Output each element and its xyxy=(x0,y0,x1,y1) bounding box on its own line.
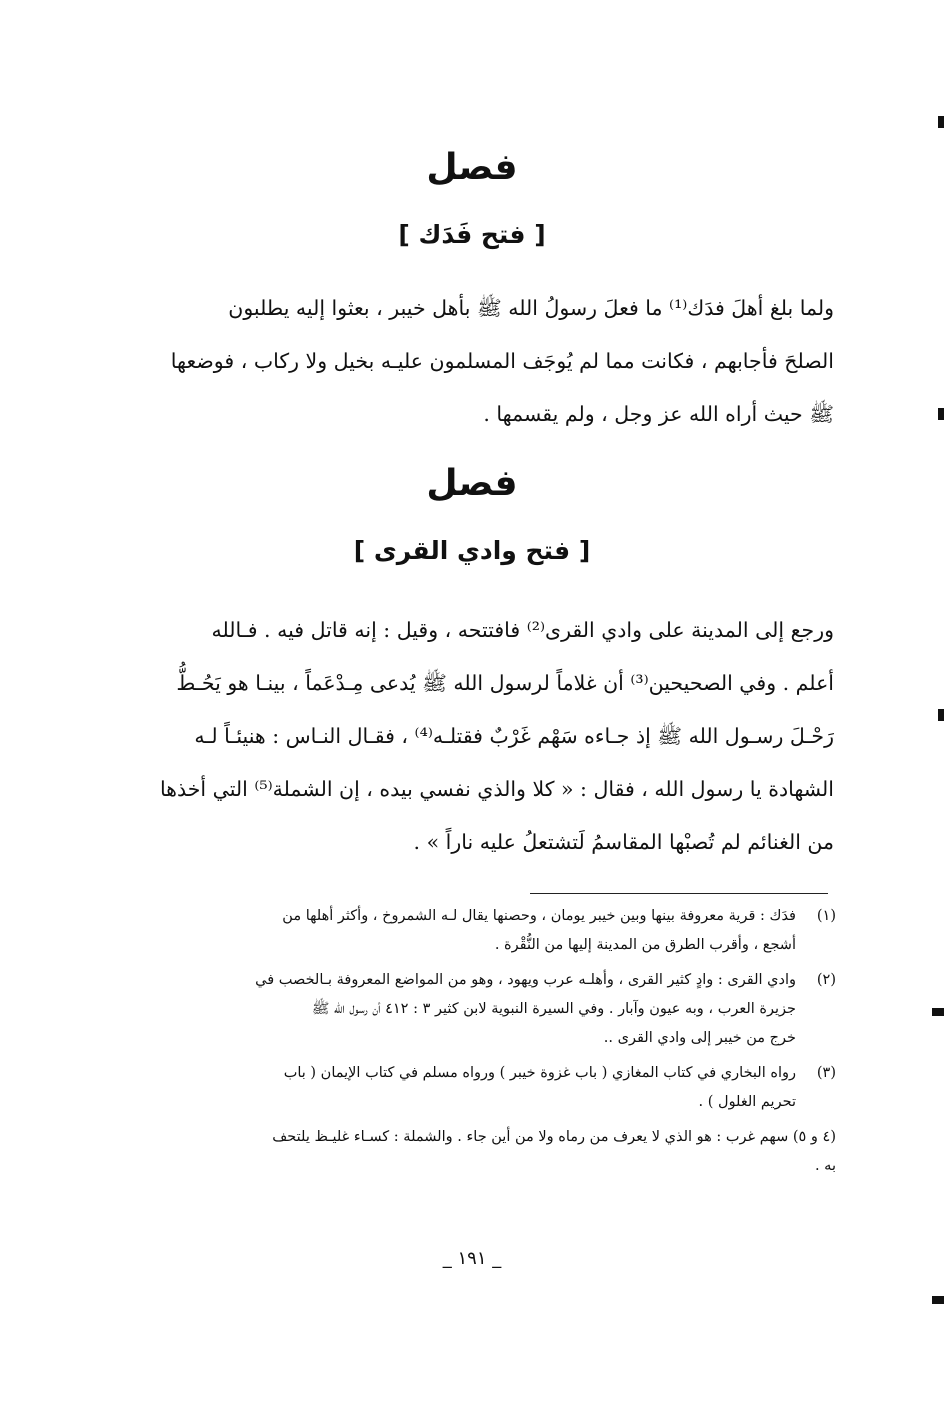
section-heading-2: فصل xyxy=(426,463,518,504)
paragraph-line: الصلحَ فأجابهم ، فكانت مما لم يُوجَف المسلمون عليـه بخيل ولا ركاب ، فوضعها xyxy=(170,349,834,373)
footnote-line-text: سهم غرب : هو الذي لا يعرف من رماه ولا من أين جاء . والشملة : كسـاء غليـظ يلتحف xyxy=(272,1129,789,1145)
section-subheading-fadak: [ فتح فَدَك ] xyxy=(398,220,546,249)
footnote-line: تحريم الغلول ) . xyxy=(698,1094,796,1110)
footnote-line: وادي القرى : وادٍ كثير القرى ، وأهلـه عرب ويهود ، وهو من المواضع المعروفة بـالخصب في xyxy=(255,972,796,988)
footnote-item xyxy=(130,966,836,1053)
footnote-line: رواه البخاري في كتاب المغازي ( باب غزوة خيبر ) ورواه مسلم في كتاب الإيمان ( باب xyxy=(283,1065,796,1081)
paragraph-line: رَحْـلَ رسـول الله ﷺ إذ جـاءه سَهْم غَرْبٌ فقتلـه⁽⁴⁾ ، فقـال النـاس : هنيئـاً لـه xyxy=(194,724,834,748)
footnotes xyxy=(130,902,836,1181)
paragraph-line: ولما بلغ أهلَ فدَك⁽¹⁾ ما فعلَ رسولُ الله ﷺ بأهل خيبر ، بعثوا إليه يطلبون xyxy=(228,296,834,320)
paragraph-line: ورجع إلى المدينة على وادي القرى⁽²⁾ فافتتحه ، وقيل : إنه قاتل فيه . فـالله xyxy=(211,618,834,642)
footnote-line: خرج من خيبر إلى وادي القرى .. xyxy=(603,1030,796,1046)
footnote-line: أشجع ، وأقرب الطرق من المدينة إليها من النُّقْرة . xyxy=(494,937,796,953)
paragraph-line: ﷺ حيث أراه الله عز وجل ، ولم يقسمها . xyxy=(483,402,834,426)
section-heading-1: فصل xyxy=(426,147,518,188)
paragraph-line: من الغنائم لم تُصبْها المقاسمُ لَتشتعلُ عليه ناراً » . xyxy=(413,830,834,854)
scan-edge-mark xyxy=(932,1008,944,1016)
footnote-item xyxy=(130,902,836,960)
page-number: _ ١٩١ _ xyxy=(442,1248,502,1269)
footnote-number: (٢) xyxy=(816,972,836,988)
footnote-line: جزيرة العرب ، وبه عيون وآبار . وفي السيرة النبوية لابن كثير ٣ : ٤١٢ أن رسول الله ﷺ xyxy=(311,1001,796,1017)
footnote-line: به . xyxy=(814,1158,836,1174)
scan-edge-mark xyxy=(938,408,944,420)
footnote-number: (٤ و ٥) xyxy=(792,1129,836,1145)
footnote-number: (٣) xyxy=(816,1065,836,1081)
footnote-line xyxy=(130,1123,836,1152)
paragraph-line: أعلم . وفي الصحيحين⁽³⁾ أن غلاماً لرسول الله ﷺ يُدعى مِـدْعَماً ، بينـا هو يَحُـطُّ xyxy=(176,671,834,695)
paragraph-wadi-al-qura xyxy=(130,604,834,869)
paragraph-fadak xyxy=(130,282,834,441)
scan-edge-mark xyxy=(932,1296,944,1304)
footnote-divider xyxy=(530,893,828,894)
section-subheading-wadi-al-qura: [ فتح وادي القرى ] xyxy=(353,536,591,565)
footnote-number: (١) xyxy=(816,908,836,924)
paragraph-line: الشهادة يا رسول الله ، فقال : « كلا والذي نفسي بيده ، إن الشملة⁽⁵⁾ التي أخذها xyxy=(159,777,834,801)
scan-edge-mark xyxy=(938,116,944,128)
footnote-line: فدَك : قرية معروفة بينها وبين خيبر يومان ، وحصنها يقال لـه الشمروخ ، وأكثر أهلها من xyxy=(282,908,796,924)
footnote-item xyxy=(130,1123,836,1181)
footnote-item xyxy=(130,1059,836,1117)
scan-edge-mark xyxy=(938,709,944,721)
